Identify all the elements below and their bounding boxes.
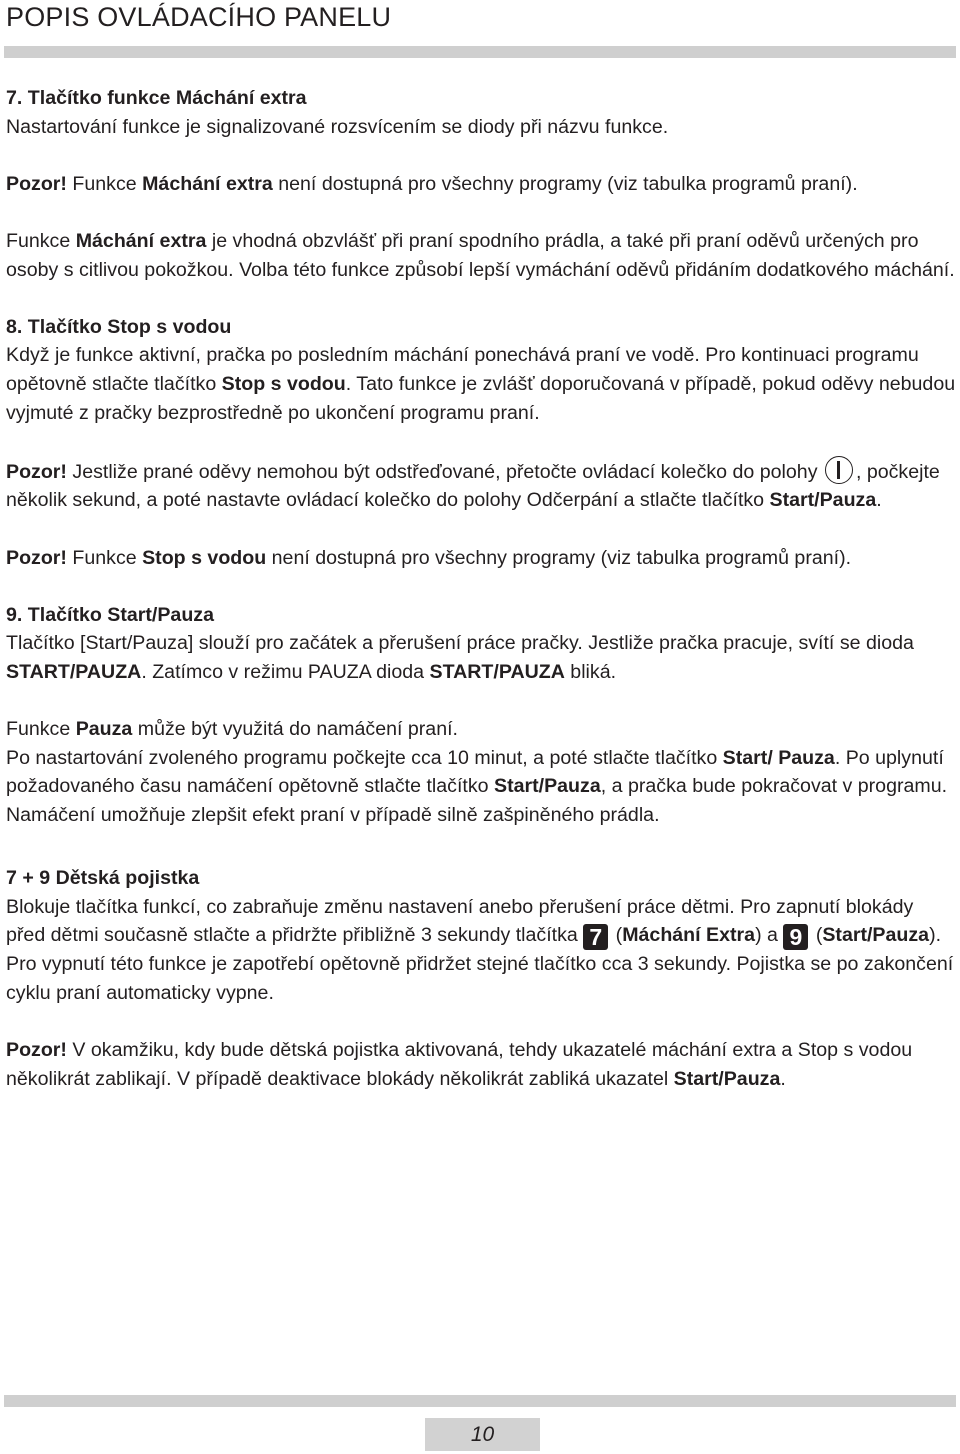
section-9-description: Tlačítko [Start/Pauza] slouží pro začátek a přerušení práce pračky. Jestliže pračka pracuje, svítí se dioda START/PAUZA. Zatímco v režimu PAUZA dioda START/PAUZA bliká. (6, 632, 914, 683)
section-9-soak-info: Po nastartování zvoleného programu počkejte cca 10 minut, a poté stlačte tlačítko Start/ Pauza. Po uplynutí požadovaného času namáčení opětovně stlačte tlačítko Start/Pauza, a pračka bude pokračovat v programu. Namáčení umožňuje zlepšit efekt praní v případě silně zašpiněného prádla. (6, 746, 948, 826)
section-7-description: Funkce Máchání extra je vhodná obzvlášť při praní spodního prádla, a také při praní oděvů určených pro osoby s citlivou pokožkou. Volba této funkce způsobí lepší vymáchání oděvů přidáním dodatkového máchání. (6, 229, 955, 281)
button-7-badge: 7 (583, 924, 608, 950)
manual-content (6, 84, 956, 1093)
child-lock-warning: Pozor! V okamžiku, kdy bude dětská pojistka aktivovaná, tehdy ukazatelé máchání extra a Stop s vodou několikrát zablikají. V případě deaktivace blokády několikrát zabliká ukazatel Start/Pauza. (6, 1039, 913, 1090)
button-9-badge: 9 (783, 924, 808, 950)
page-number: 10 (425, 1418, 540, 1451)
section-7-line: Nastartování funkce je signalizované rozsvícením se diody při názvu funkce. (6, 115, 669, 138)
section-8-warning-knob: Pozor! Jestliže prané oděvy nemohou být odstřeďované, přetočte ovládací kolečko do polohy , počkejte několik sekund, a poté nastavte ovládací kolečko do polohy Odčerpání a stlačte tlačítko Start/Pauza. (6, 456, 956, 515)
section-8-warning-availability: Pozor! Funkce Stop s vodou není dostupná pro všechny programy (viz tabulka programů praní). (6, 546, 852, 569)
child-lock-heading: 7 + 9 Dětská pojistka (6, 867, 200, 890)
section-8-heading: 8. Tlačítko Stop s vodou (6, 315, 232, 338)
section-9-heading: 9. Tlačítko Start/Pauza (6, 603, 214, 626)
header-divider (4, 46, 956, 58)
page-header-title: POPIS OVLÁDACÍHO PANELU (6, 2, 392, 32)
section-8-description: Když je funkce aktivní, pračka po posledním máchání ponechává praní ve vodě. Pro kontinuaci programu opětovně stlačte tlačítko Stop s vodou. Tato funkce je zvlášť doporučovaná v případě, pokud oděvy nebudou vyjmuté z pračky bezprostředně po ukončení programu praní. (6, 344, 956, 424)
knob-position-icon (825, 456, 853, 484)
section-9-pause-info: Funkce Pauza může být využitá do namáčení praní. (6, 718, 458, 741)
section-7-warning: Pozor! Funkce Máchání extra není dostupná pro všechny programy (viz tabulka programů praní). (6, 172, 858, 195)
footer-divider (4, 1395, 956, 1407)
child-lock-description: Blokuje tlačítka funkcí, co zabraňuje změnu nastavení anebo přerušení práce dětmi. Pro zapnutí blokády před dětmi současně stlačte a přidržte přibližně 3 sekundy tlačítka 7 (Máchání Extra) a 9 (Start/Pauza). Pro vypnutí této funkce je zapotřebí opětovně přidržet stejné tlačítko cca 3 sekundy. Pojistka se po zakončení cyklu praní automaticky vypne. (6, 895, 954, 1004)
section-7-heading: 7. Tlačítko funkce Máchání extra (6, 87, 307, 109)
